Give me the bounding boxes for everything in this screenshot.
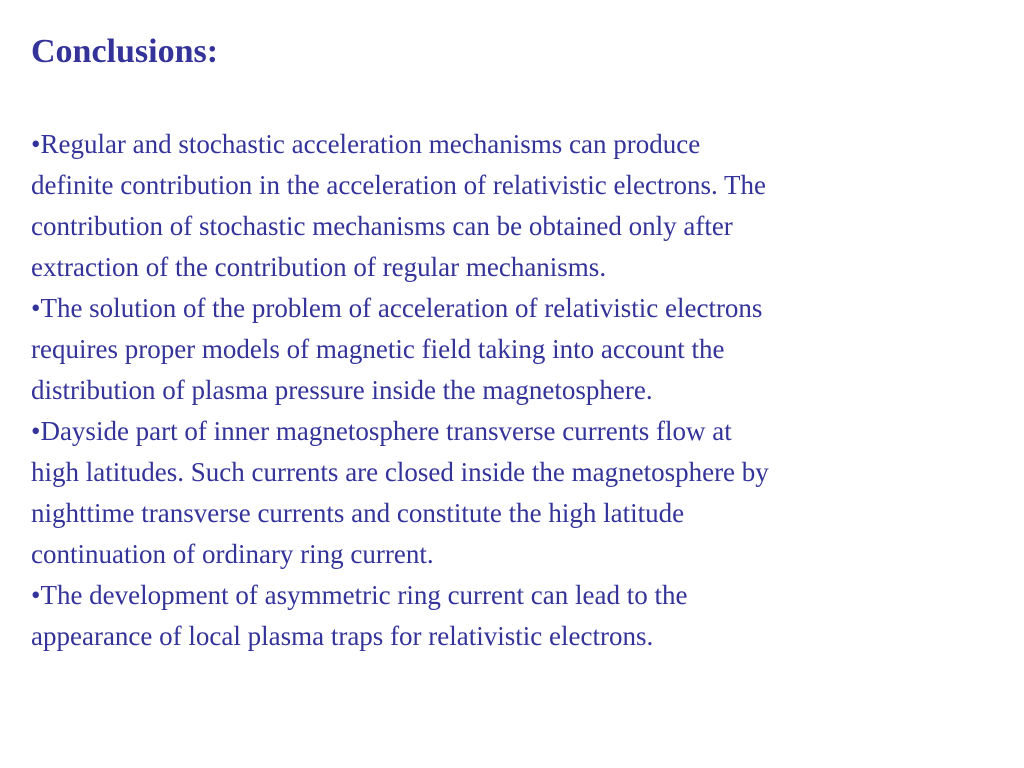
bullet-line: •The solution of the problem of acceleration of relativistic electrons bbox=[31, 293, 763, 323]
bullet-item bbox=[31, 124, 1001, 288]
bullet-line: extraction of the contribution of regular mechanisms. bbox=[31, 252, 607, 282]
bullet-item bbox=[31, 288, 1001, 411]
bullet-line: •Regular and stochastic acceleration mechanisms can produce bbox=[31, 129, 701, 159]
bullet-line: appearance of local plasma traps for relativistic electrons. bbox=[31, 621, 654, 651]
bullet-line: definite contribution in the acceleration of relativistic electrons. The bbox=[31, 170, 766, 200]
bullet-item bbox=[31, 575, 1001, 657]
bullet-line: •Dayside part of inner magnetosphere transverse currents flow at bbox=[31, 416, 732, 446]
bullet-line: distribution of plasma pressure inside the magnetosphere. bbox=[31, 375, 653, 405]
bullet-line: high latitudes. Such currents are closed inside the magnetosphere by bbox=[31, 457, 769, 487]
slide-title: Conclusions: bbox=[31, 33, 219, 70]
bullet-line: •The development of asymmetric ring current can lead to the bbox=[31, 580, 688, 610]
bullet-line: contribution of stochastic mechanisms can be obtained only after bbox=[31, 211, 733, 241]
bullet-item bbox=[31, 411, 1001, 575]
bullet-line: continuation of ordinary ring current. bbox=[31, 539, 434, 569]
bullet-list bbox=[31, 124, 1001, 657]
bullet-line: requires proper models of magnetic field taking into account the bbox=[31, 334, 725, 364]
bullet-line: nighttime transverse currents and constitute the high latitude bbox=[31, 498, 685, 528]
